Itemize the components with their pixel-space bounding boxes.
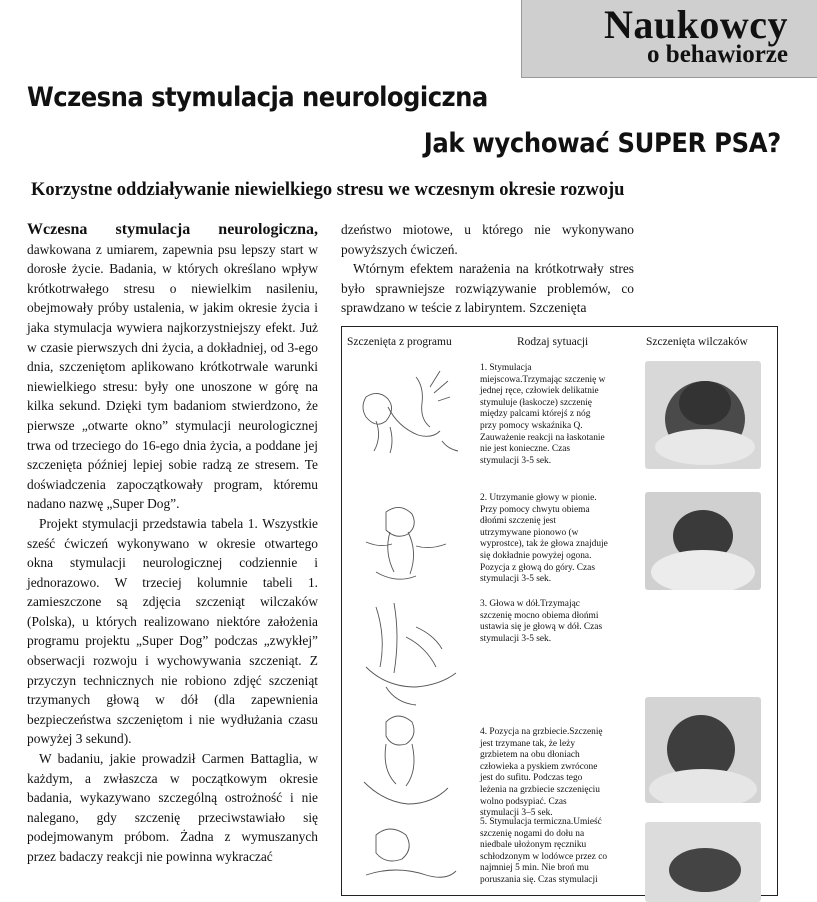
table-header-program: Szczenięta z programu — [347, 336, 452, 348]
photo-puppy-2 — [645, 492, 761, 590]
situation-row-3: 3. Głowa w dół.Trzymając szczenię mocno obiema dłońmi ustawia się je głową w dół. Czas stymulacji 3-5 sek. — [480, 599, 603, 644]
stimulation-table — [341, 326, 778, 896]
right-text-column — [341, 220, 634, 318]
right-paragraph-2: Wtórnym efektem narażenia na krótkotrwały stres było sprawniejsze rozwiązywanie problemów, co sprawdzano w teście z labiryntem. Szczenięta — [341, 261, 634, 316]
situation-row-5: 5. Stymulacja termiczna.Umieść szczenię nogami do dołu na niedbale ułożonym ręczniku schłodzonym w lodówce przez co najmniej 5 min. Nie broń mu poruszania się. Czas stymulacji — [480, 817, 608, 885]
photo-puppy-1 — [645, 361, 761, 469]
left-text-column — [27, 220, 318, 867]
article-title-line2: Jak wychować SUPER PSA? — [423, 128, 781, 159]
photo-puppy-4 — [645, 697, 761, 803]
paragraph-1-text: dawkowana z umiarem, zapewnia psu lepszy start w dorosłe życie. Badania, w których określano wpływ krótkotrwałego stresu o niewielkim nasileniu, obejmowały próby ustalenia, w jakim okresie życia i jaka stymulacja wywiera najkorzystniejszy efekt. Już w czasie pierwszych dni życia, a dokładniej, od 3-ego dnia, szczeniętom aplikowano krótkotrwale warunki niewielkiego stresu: były one unoszone w górę na kilka sekund. Dzięki tym badaniom stwierdzono, że pierwsze „otwarte okno” stymulacji neurologicznej trwa od trzeciego do 16-ego dnia życia, a poddane jej szczenięta później lepiej sobie radzą ze stresem. Te doświadczenia zapoczątkowały program, któremu nadano nazwę „Super Dog”. — [27, 241, 318, 512]
section-header-title: Naukowcy — [603, 2, 788, 47]
paragraph-2: Projekt stymulacji przedstawia tabela 1. Wszystkie sześć ćwiczeń wykonywano w okresie otwartego okna stymulacji neurologicznej codziennie i jednorazowo. W trzeciej kolumnie tabeli 1. zamieszczone są zdjęcia szczeniąt wilczaków (Polska), u których realizowano niektóre założenia programu projektu „Super Dog” podczas „zwykłej” obserwacji rozwoju i wychowywania szczeniąt. Z przyczyn technicznych nie robiono zdjęć szczeniąt trzymanych głową w dół (dla zapewnienia bezpieczeństwa szczeniętom i nie wydłużania czasu powyżej 3 sekund). — [27, 515, 318, 747]
article-title-line1: Wczesna stymulacja neurologiczna — [27, 82, 488, 113]
situation-row-4: 4. Pozycja na grzbiecie.Szczenię jest trzymane tak, że leży grzbietem na obu dłoniach człowieka a pyskiem zwrócone jest do sufitu. Podczas tego leżenia na grzbiecie szczenięciu wolno podsypiać. Czas stymulacji 3–5 sek. — [480, 727, 603, 819]
section-header-box — [521, 0, 817, 78]
sketch-hold-upright-icon — [346, 492, 464, 592]
paragraph-1 — [27, 220, 318, 514]
sketch-cold-towel-icon — [346, 815, 464, 895]
right-paragraph-1: dzeństwo miotowe, u którego nie wykonywano powyższych ćwiczeń. — [341, 222, 634, 257]
article-subtitle: Korzystne oddziaływanie niewielkiego stresu we wczesnym okresie rozwoju — [31, 180, 625, 200]
lead-text: Wczesna stymulacja neurologiczna, — [27, 221, 318, 238]
situation-row-2: 2. Utrzymanie głowy w pionie. Przy pomocy chwytu obiema dłońmi szczenię jest utrzymywane pionowo (w wyprostce), tak że głowa znajduje się dokładnie powyżej ogona. Pozycja z głową do góry. Czas stymulacji 3-5 sek. — [480, 493, 608, 585]
sketch-hand-tickle-icon — [346, 357, 464, 467]
paragraph-3: W badaniu, jakie prowadził Carmen Battaglia, w każdym, a zwłaszcza w początkowym okresie badania, wykazywano szczególną ostrożność i nie nalegano, gdy szczenię przeciwstawiało się podejmowanym próbom. Żadna z wymuszanych przez badaczy reakcji nie powinna wykraczać — [27, 751, 318, 864]
table-header-situation: Rodzaj sytuacji — [517, 336, 589, 348]
sketch-on-back-icon — [346, 702, 464, 817]
photo-puppy-5 — [645, 822, 761, 902]
table-header-wolfdog: Szczenięta wilczaków — [646, 336, 748, 348]
sketch-head-down-icon — [346, 597, 464, 717]
section-header-subtitle: o behawiorze — [647, 41, 788, 68]
situation-row-1: 1. Stymulacja miejscowa.Trzymając szczenię w jednej ręce, człowiek delikatnie stymuluje (łaskocze) szczenię między palcami którejś z nóg przy pomocy wskaźnika Q. Zauważenie reakcji na łaskotanie nie jest konieczne. Czas stymulacji 3-5 sek. — [480, 363, 606, 466]
